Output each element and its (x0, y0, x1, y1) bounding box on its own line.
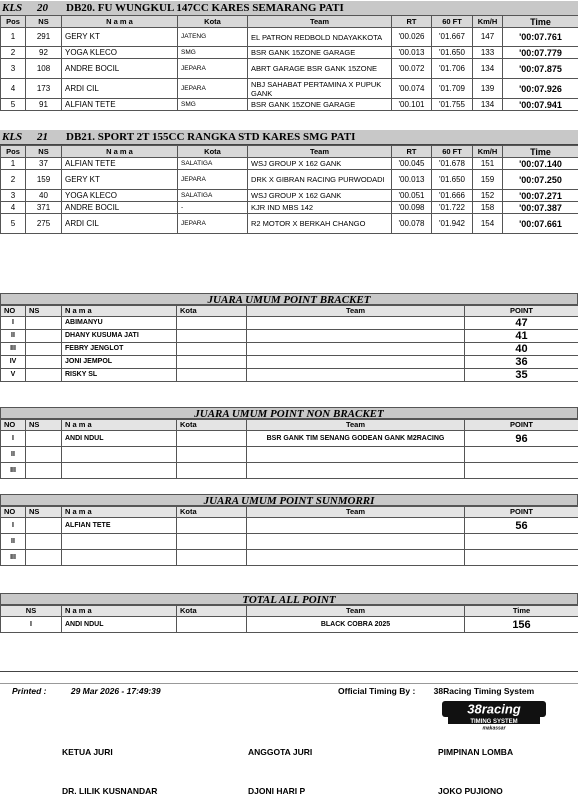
point: 35 (465, 369, 578, 382)
pos: 4 (1, 202, 26, 214)
nama (62, 550, 177, 566)
point: 40 (465, 343, 578, 356)
team: WSJ GROUP X 162 GANK (248, 158, 392, 170)
racing-logo (438, 700, 550, 730)
col-ns: NS (1, 606, 62, 617)
no: II (1, 534, 26, 550)
time: '00:07.941 (503, 99, 578, 111)
col-time: Time (465, 606, 578, 617)
total-point: 156 (465, 617, 578, 633)
nama: GERY KT (62, 28, 178, 47)
pos: 1 (1, 158, 26, 170)
kota: JEPARA (178, 170, 248, 190)
nama: ANDRE BOCIL (62, 202, 178, 214)
no: I (1, 431, 26, 447)
section-title: JUARA UMUM POINT NON BRACKET (0, 407, 578, 419)
ns (26, 518, 62, 534)
kota (177, 463, 247, 479)
ns: 37 (26, 158, 62, 170)
col-team: Team (247, 507, 465, 518)
rt: '00.045 (392, 158, 432, 170)
point (465, 550, 578, 566)
table-row (1, 59, 578, 79)
table-row (1, 330, 578, 343)
team: KJR IND MBS 142 (248, 202, 392, 214)
class-title: DB20. FU WUNGKUL 147CC KARES SEMARANG PATI (66, 2, 344, 14)
col-team: Team (247, 606, 465, 617)
kota: JEPARA (178, 79, 248, 99)
ns (26, 343, 62, 356)
pos: 5 (1, 99, 26, 111)
no: III (1, 343, 26, 356)
point-non-bracket-section (0, 407, 578, 479)
nama: JONI JEMPOL (62, 356, 177, 369)
team: ABRT GARAGE BSR GANK 15ZONE (248, 59, 392, 79)
kota: SMG (178, 47, 248, 59)
printed-info (12, 686, 161, 696)
section-title: JUARA UMUM POINT BRACKET (0, 293, 578, 305)
team: BSR GANK 15ZONE GARAGE (248, 47, 392, 59)
table-row (1, 190, 578, 202)
ns: 108 (26, 59, 62, 79)
team (247, 356, 465, 369)
60ft: '01.650 (432, 47, 473, 59)
nama: ALFIAN TETE (62, 518, 177, 534)
time: '00:07.761 (503, 28, 578, 47)
col-ns: NS (26, 507, 62, 518)
col-nama: N a m a (62, 16, 178, 28)
nama: ARDI CIL (62, 79, 178, 99)
point: 96 (465, 431, 578, 447)
table-row (1, 214, 578, 234)
table-row (1, 518, 578, 534)
60ft: '01.942 (432, 214, 473, 234)
team (247, 518, 465, 534)
60ft: '01.667 (432, 28, 473, 47)
rt: '00.078 (392, 214, 432, 234)
col-nama: N a m a (62, 420, 177, 431)
nama: ALFIAN TETE (62, 158, 178, 170)
time: '00:07.271 (503, 190, 578, 202)
total-all-point-section (0, 593, 578, 633)
ns (26, 369, 62, 382)
60ft: '01.650 (432, 170, 473, 190)
ns (26, 431, 62, 447)
col-kota: Kota (177, 420, 247, 431)
nama: RISKY SL (62, 369, 177, 382)
table-row (1, 170, 578, 190)
60ft: '01.709 (432, 79, 473, 99)
kota (177, 550, 247, 566)
kmh: 134 (473, 99, 503, 111)
kota: SALATIGA (178, 190, 248, 202)
col-time: Time (503, 16, 578, 28)
signature-role-ketua: KETUA JURI (62, 747, 113, 757)
kota: JEPARA (178, 214, 248, 234)
60ft: '01.722 (432, 202, 473, 214)
team: R2 MOTOR X BERKAH CHANGO (248, 214, 392, 234)
table-row (1, 47, 578, 59)
kota: JEPARA (178, 59, 248, 79)
60ft: '01.706 (432, 59, 473, 79)
class-results-table (0, 145, 578, 234)
table-row (1, 28, 578, 47)
kmh: 154 (473, 214, 503, 234)
pos: 3 (1, 190, 26, 202)
signature-name-anggota: DJONI HARI P (248, 786, 306, 796)
nama: ARDI CIL (62, 214, 178, 234)
rt: '00.026 (392, 28, 432, 47)
kota (177, 330, 247, 343)
time: '00:07.661 (503, 214, 578, 234)
nama: YOGA KLECO (62, 47, 178, 59)
nama: YOGA KLECO (62, 190, 178, 202)
col-nama: N a m a (62, 306, 177, 317)
signature-role-pimpinan: PIMPINAN LOMBA (438, 747, 514, 757)
table-row (1, 158, 578, 170)
point: 41 (465, 330, 578, 343)
ns (26, 463, 62, 479)
team: DRK X GIBRAN RACING PURWODADI (248, 170, 392, 190)
ns: 371 (26, 202, 62, 214)
team (247, 369, 465, 382)
ns: 91 (26, 99, 62, 111)
time: '00:07.387 (503, 202, 578, 214)
official-label: Official Timing By : (338, 686, 416, 696)
col-kota: Kota (177, 606, 247, 617)
class-number: 21 (37, 131, 48, 143)
table-row (1, 534, 578, 550)
nama: ANDI NDUL (62, 617, 177, 633)
table-row (1, 447, 578, 463)
rt: '00.013 (392, 47, 432, 59)
rt: '00.072 (392, 59, 432, 79)
col-pos: Pos (1, 16, 26, 28)
pos: 5 (1, 214, 26, 234)
no: III (1, 463, 26, 479)
col-no: NO (1, 507, 26, 518)
kota: SALATIGA (178, 158, 248, 170)
section-title: TOTAL ALL POINT (0, 593, 578, 605)
col-ns: NS (26, 146, 62, 158)
table-row (1, 99, 578, 111)
signature-role-anggota: ANGGOTA JURI (248, 747, 313, 757)
table-row (1, 617, 578, 633)
no: I (1, 317, 26, 330)
col-60ft: 60 FT (432, 16, 473, 28)
ns (26, 447, 62, 463)
ns (26, 550, 62, 566)
team: BLACK COBRA 2025 (247, 617, 465, 633)
col-no: NO (1, 420, 26, 431)
kota: - (178, 202, 248, 214)
ns: 159 (26, 170, 62, 190)
point-sunmorri-section (0, 494, 578, 566)
class-header (0, 1, 578, 16)
no: I (1, 518, 26, 534)
time: '00:07.140 (503, 158, 578, 170)
col-pos: Pos (1, 146, 26, 158)
pos: 2 (1, 170, 26, 190)
ns (26, 356, 62, 369)
60ft: '01.755 (432, 99, 473, 111)
class-number: 20 (37, 2, 48, 14)
60ft: '01.678 (432, 158, 473, 170)
nama: DHANY KUSUMA JATI (62, 330, 177, 343)
logo-tag-text: makassar (482, 725, 506, 730)
pos: 3 (1, 59, 26, 79)
col-nama: N a m a (62, 606, 177, 617)
pos: 1 (1, 28, 26, 47)
ns: 173 (26, 79, 62, 99)
point: 47 (465, 317, 578, 330)
ns: I (1, 617, 62, 633)
table-row (1, 79, 578, 99)
kls-label: KLS (2, 131, 23, 143)
ns (26, 317, 62, 330)
table-row (1, 356, 578, 369)
rt: '00.013 (392, 170, 432, 190)
col-point: POINT (465, 507, 578, 518)
printed-date: 29 Mar 2026 - 17:49:39 (70, 686, 161, 696)
kmh: 133 (473, 47, 503, 59)
team: WSJ GROUP X 162 GANK (248, 190, 392, 202)
point (465, 534, 578, 550)
nama: ANDI NDUL (62, 431, 177, 447)
point: 56 (465, 518, 578, 534)
nama (62, 534, 177, 550)
kota (177, 356, 247, 369)
kota: JATENG (178, 28, 248, 47)
col-time: Time (503, 146, 578, 158)
table-row (1, 431, 578, 447)
kmh: 152 (473, 190, 503, 202)
kota: SMG (178, 99, 248, 111)
table-row (1, 550, 578, 566)
official-timing (338, 686, 534, 696)
kls-label: KLS (2, 2, 23, 14)
no: III (1, 550, 26, 566)
class-header (0, 130, 578, 145)
rt: '00.051 (392, 190, 432, 202)
table-row (1, 202, 578, 214)
class-title: DB21. SPORT 2T 155CC RANGKA STD KARES SMG PATI (66, 131, 356, 143)
ns: 275 (26, 214, 62, 234)
point (465, 463, 578, 479)
ns (26, 330, 62, 343)
rt: '00.098 (392, 202, 432, 214)
team (247, 534, 465, 550)
col-ns: NS (26, 16, 62, 28)
kmh: 158 (473, 202, 503, 214)
kmh: 134 (473, 59, 503, 79)
kota (177, 534, 247, 550)
team (247, 463, 465, 479)
pos: 2 (1, 47, 26, 59)
section-title: JUARA UMUM POINT SUNMORRI (0, 494, 578, 506)
ns: 291 (26, 28, 62, 47)
col-point: POINT (465, 306, 578, 317)
footer-rule (0, 683, 578, 684)
class-results-table (0, 15, 578, 111)
kota (177, 369, 247, 382)
no: IV (1, 356, 26, 369)
table-row (1, 463, 578, 479)
kmh: 151 (473, 158, 503, 170)
col-team: Team (248, 146, 392, 158)
kota (177, 518, 247, 534)
kmh: 159 (473, 170, 503, 190)
col-nama: N a m a (62, 507, 177, 518)
nama: FEBRY JENGLOT (62, 343, 177, 356)
kota (177, 617, 247, 633)
kota (177, 447, 247, 463)
col-kota: Kota (177, 306, 247, 317)
ns: 40 (26, 190, 62, 202)
col-kmh: Km/H (473, 16, 503, 28)
kmh: 139 (473, 79, 503, 99)
team: NBJ SAHABAT PERTAMINA X PUPUK GANK (248, 79, 392, 99)
point (465, 447, 578, 463)
kota (177, 343, 247, 356)
time: '00:07.250 (503, 170, 578, 190)
rt: '00.074 (392, 79, 432, 99)
col-kota: Kota (177, 507, 247, 518)
60ft: '01.666 (432, 190, 473, 202)
ns (26, 534, 62, 550)
time: '00:07.779 (503, 47, 578, 59)
nama: GERY KT (62, 170, 178, 190)
nama (62, 463, 177, 479)
nama: ALFIAN TETE (62, 99, 178, 111)
no: II (1, 330, 26, 343)
signature-name-ketua: DR. LILIK KUSNANDAR (62, 786, 158, 796)
no: V (1, 369, 26, 382)
col-kota: Kota (178, 16, 248, 28)
col-team: Team (247, 306, 465, 317)
team (247, 317, 465, 330)
no: II (1, 447, 26, 463)
point: 36 (465, 356, 578, 369)
col-team: Team (247, 420, 465, 431)
signature-name-pimpinan: JOKO PUJIONO (438, 786, 503, 796)
kmh: 147 (473, 28, 503, 47)
col-kmh: Km/H (473, 146, 503, 158)
nama (62, 447, 177, 463)
point-bracket-section (0, 293, 578, 382)
printed-label: Printed : (12, 686, 47, 696)
col-60ft: 60 FT (432, 146, 473, 158)
logo-sub-text: TIMING SYSTEM (470, 719, 518, 725)
kota (177, 431, 247, 447)
team (247, 343, 465, 356)
table-row (1, 343, 578, 356)
logo-main-text: 38racing (467, 701, 521, 717)
time: '00:07.875 (503, 59, 578, 79)
team: EL PATRON REDBOLD NDAYAKKOTA (248, 28, 392, 47)
col-ns: NS (26, 420, 62, 431)
col-no: NO (1, 306, 26, 317)
footer-divider (0, 671, 578, 672)
team: BSR GANK 15ZONE GARAGE (248, 99, 392, 111)
table-row (1, 369, 578, 382)
team: BSR GANK TIM SENANG GODEAN GANK M2RACING (247, 431, 465, 447)
team (247, 330, 465, 343)
nama: ABIMANYU (62, 317, 177, 330)
ns: 92 (26, 47, 62, 59)
col-team: Team (248, 16, 392, 28)
team (247, 550, 465, 566)
rt: '00.101 (392, 99, 432, 111)
pos: 4 (1, 79, 26, 99)
col-nama: N a m a (62, 146, 178, 158)
table-row (1, 317, 578, 330)
col-point: POINT (465, 420, 578, 431)
team (247, 447, 465, 463)
col-kota: Kota (178, 146, 248, 158)
official-system: 38Racing Timing System (433, 686, 535, 696)
col-rt: RT (392, 146, 432, 158)
col-ns: NS (26, 306, 62, 317)
time: '00:07.926 (503, 79, 578, 99)
nama: ANDRE BOCIL (62, 59, 178, 79)
kota (177, 317, 247, 330)
col-rt: RT (392, 16, 432, 28)
